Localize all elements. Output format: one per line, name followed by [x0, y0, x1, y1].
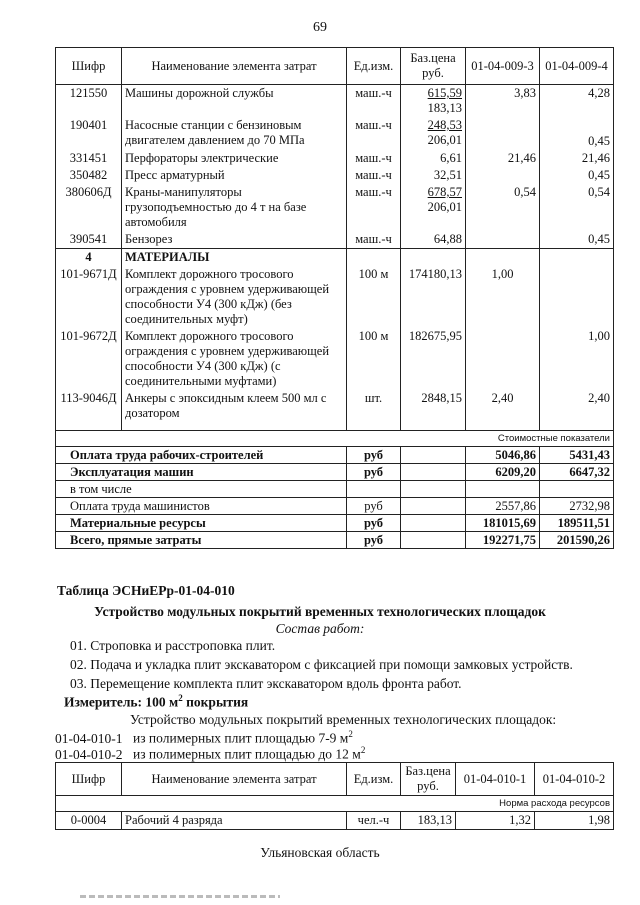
- header-name: Наименование элемента затрат: [122, 48, 347, 85]
- row-code: 331451: [56, 150, 122, 167]
- row-name: Рабочий 4 разряда: [122, 812, 347, 830]
- row-price: 32,51: [401, 167, 466, 184]
- row-value1: 1,00: [466, 266, 540, 328]
- table-row: [56, 390, 614, 422]
- summary-row: [56, 515, 614, 532]
- summary-label: Оплата труда рабочих-строителей: [56, 447, 347, 464]
- row-value2: 4,28: [540, 85, 614, 118]
- summary-value2: 189511,51: [540, 515, 614, 532]
- table-row: [56, 812, 614, 830]
- table-row: [56, 184, 614, 231]
- norm-title-row: [56, 796, 614, 812]
- row-value2: 0,45: [540, 167, 614, 184]
- table-row: [56, 85, 614, 118]
- header-unit: Ед.изм.: [347, 763, 401, 796]
- summary-value1: 2557,86: [466, 498, 540, 515]
- row-unit: маш.-ч: [347, 117, 401, 150]
- summary-value1: 192271,75: [466, 532, 540, 549]
- row-code: 101-9672Д: [56, 328, 122, 390]
- work-heading: Состав работ:: [275, 621, 365, 636]
- summary-value2: 201590,26: [540, 532, 614, 549]
- table-title: Таблица ЭСНиЕРр-01-04-010: [57, 583, 235, 598]
- summary-label: Материальные ресурсы: [56, 515, 347, 532]
- summary-row: [56, 447, 614, 464]
- section-code: 4: [56, 249, 122, 267]
- summary-unit: руб: [347, 498, 401, 515]
- row-value2: 0,45: [540, 117, 614, 150]
- table-row: [56, 117, 614, 150]
- row-value2: [540, 266, 614, 328]
- row-code: 113-9046Д: [56, 390, 122, 422]
- row-name: Бензорез: [122, 231, 347, 249]
- row-unit: маш.-ч: [347, 150, 401, 167]
- header-col1: 01-04-010-1: [456, 763, 535, 796]
- summary-row: [56, 464, 614, 481]
- table-header-row: [56, 48, 614, 85]
- row-price: 2848,15: [401, 390, 466, 422]
- summary-label: Эксплуатация машин: [56, 464, 347, 481]
- work-item: 01. Строповка и расстроповка плит.: [70, 638, 276, 653]
- header-col1: 01-04-009-3: [466, 48, 540, 85]
- row-unit: маш.-ч: [347, 184, 401, 231]
- header-name: Наименование элемента затрат: [122, 763, 347, 796]
- row-code: 101-9671Д: [56, 266, 122, 328]
- table-row: [56, 328, 614, 390]
- row-price: 174180,13: [401, 266, 466, 328]
- summary-value1: 181015,69: [466, 515, 540, 532]
- row-unit: маш.-ч: [347, 85, 401, 118]
- summary-unit: руб: [347, 464, 401, 481]
- row-name: Анкеры с эпоксидным клеем 500 мл с дозатором: [122, 390, 347, 422]
- row-value2: 0,54: [540, 184, 614, 231]
- row-name: Краны-манипуляторы грузоподъемностью до 4 т на базе автомобиля: [122, 184, 347, 231]
- row-price: 248,53 206,01: [401, 117, 466, 150]
- row-price: 6,61: [401, 150, 466, 167]
- summary-value1: 6209,20: [466, 464, 540, 481]
- header-price: Баз.цена руб.: [401, 763, 456, 796]
- summary-value2: 5431,43: [540, 447, 614, 464]
- row-code: 380606Д: [56, 184, 122, 231]
- scan-artifact: [80, 895, 280, 898]
- summary-unit: руб: [347, 447, 401, 464]
- row-code: 390541: [56, 231, 122, 249]
- section-heading: Устройство модульных покрытий временных технологических площадок: [94, 604, 546, 619]
- row-name: Комплект дорожного тросового ограждения с уровнем удерживающей способности У4 (300 кДж) (с соединительными муфтами): [122, 328, 347, 390]
- row-name: Машины дорожной службы: [122, 85, 347, 118]
- header-price: Баз.цена руб.: [401, 48, 466, 85]
- summary-label: Всего, прямые затраты: [56, 532, 347, 549]
- row-price: 615,59 183,13: [401, 85, 466, 118]
- row-name: Комплект дорожного тросового ограждения с уровнем удерживающей способности У4 (300 кДж) (без соединительных муфт): [122, 266, 347, 328]
- summary-value1: 5046,86: [466, 447, 540, 464]
- row-value2: 21,46: [540, 150, 614, 167]
- norm-title: Норма расхода ресурсов: [56, 796, 614, 812]
- norm-table: [55, 762, 614, 830]
- summary-title-row: [56, 431, 614, 447]
- item-code: 01-04-010-2: [55, 746, 123, 762]
- summary-title: Стоимостные показатели: [56, 431, 614, 447]
- row-value2: 0,45: [540, 231, 614, 249]
- row-value1: [466, 231, 540, 249]
- row-value1: [466, 328, 540, 390]
- row-code: 0-0004: [56, 812, 122, 830]
- row-value1: [466, 117, 540, 150]
- row-unit: маш.-ч: [347, 231, 401, 249]
- row-unit: маш.-ч: [347, 167, 401, 184]
- row-value2: 2,40: [540, 390, 614, 422]
- summary-label: Оплата труда машинистов: [56, 498, 347, 515]
- page-number: 69: [313, 20, 327, 35]
- description: Устройство модульных покрытий временных технологических площадок:: [130, 712, 557, 727]
- summary-value2: 6647,32: [540, 464, 614, 481]
- row-code: 121550: [56, 85, 122, 118]
- row-name: Перфораторы электрические: [122, 150, 347, 167]
- row-unit: 100 м: [347, 328, 401, 390]
- header-unit: Ед.изм.: [347, 48, 401, 85]
- summary-row: [56, 532, 614, 549]
- row-name: Пресс арматурный: [122, 167, 347, 184]
- header-code: Шифр: [56, 763, 122, 796]
- table-header-row: [56, 763, 614, 796]
- row-unit: 100 м: [347, 266, 401, 328]
- summary-unit: руб: [347, 515, 401, 532]
- row-value1: [466, 167, 540, 184]
- row-price: 678,57 206,01: [401, 184, 466, 231]
- row-price: 64,88: [401, 231, 466, 249]
- item-text: из полимерных плит площадью 7-9 м: [133, 730, 349, 746]
- row-value1: 2,40: [466, 390, 540, 422]
- header-code: Шифр: [56, 48, 122, 85]
- row-value1: 0,54: [466, 184, 540, 231]
- row-value2: 1,98: [535, 812, 614, 830]
- summary-label: в том числе: [56, 481, 347, 498]
- item-line: 01-04-010-1 из полимерных плит площадью 7-9 $м^2$: [55, 729, 353, 746]
- row-name: Насосные станции с бензиновым двигателем давлением до 70 МПа: [122, 117, 347, 150]
- item-text: из полимерных плит площадью до 12 м: [133, 746, 361, 762]
- item-code: 01-04-010-1: [55, 730, 123, 746]
- header-col2: 01-04-010-2: [535, 763, 614, 796]
- resource-table: [55, 47, 614, 549]
- row-unit: чел.-ч: [347, 812, 401, 830]
- table-row: [56, 167, 614, 184]
- row-price: 183,13: [401, 812, 456, 830]
- summary-row: [56, 481, 614, 498]
- row-value1: 1,32: [456, 812, 535, 830]
- footer-region: Ульяновская область: [260, 845, 380, 860]
- work-item: 02. Подача и укладка плит экскаватором с фиксацией при помощи замковых устройств.: [70, 657, 573, 672]
- row-code: 350482: [56, 167, 122, 184]
- work-item: 03. Перемещение комплекта плит экскаватором вдоль фронта работ.: [70, 676, 462, 691]
- summary-unit: руб: [347, 532, 401, 549]
- table-row: [56, 266, 614, 328]
- header-col2: 01-04-009-4: [540, 48, 614, 85]
- row-price: 182675,95: [401, 328, 466, 390]
- summary-value2: 2732,98: [540, 498, 614, 515]
- summary-row: [56, 498, 614, 515]
- row-value1: 21,46: [466, 150, 540, 167]
- item-line: 01-04-010-2 из полимерных плит площадью до 12 $м^2$: [55, 745, 366, 762]
- measure-line: Измеритель: 100 $м^2$ покрытия: [64, 693, 249, 710]
- row-value2: 1,00: [540, 328, 614, 390]
- table-row-section: [56, 249, 614, 267]
- table-row: [56, 231, 614, 249]
- row-unit: шт.: [347, 390, 401, 422]
- row-code: 190401: [56, 117, 122, 150]
- table-row: [56, 150, 614, 167]
- row-value1: 3,83: [466, 85, 540, 118]
- section-name: МАТЕРИАЛЫ: [122, 249, 347, 267]
